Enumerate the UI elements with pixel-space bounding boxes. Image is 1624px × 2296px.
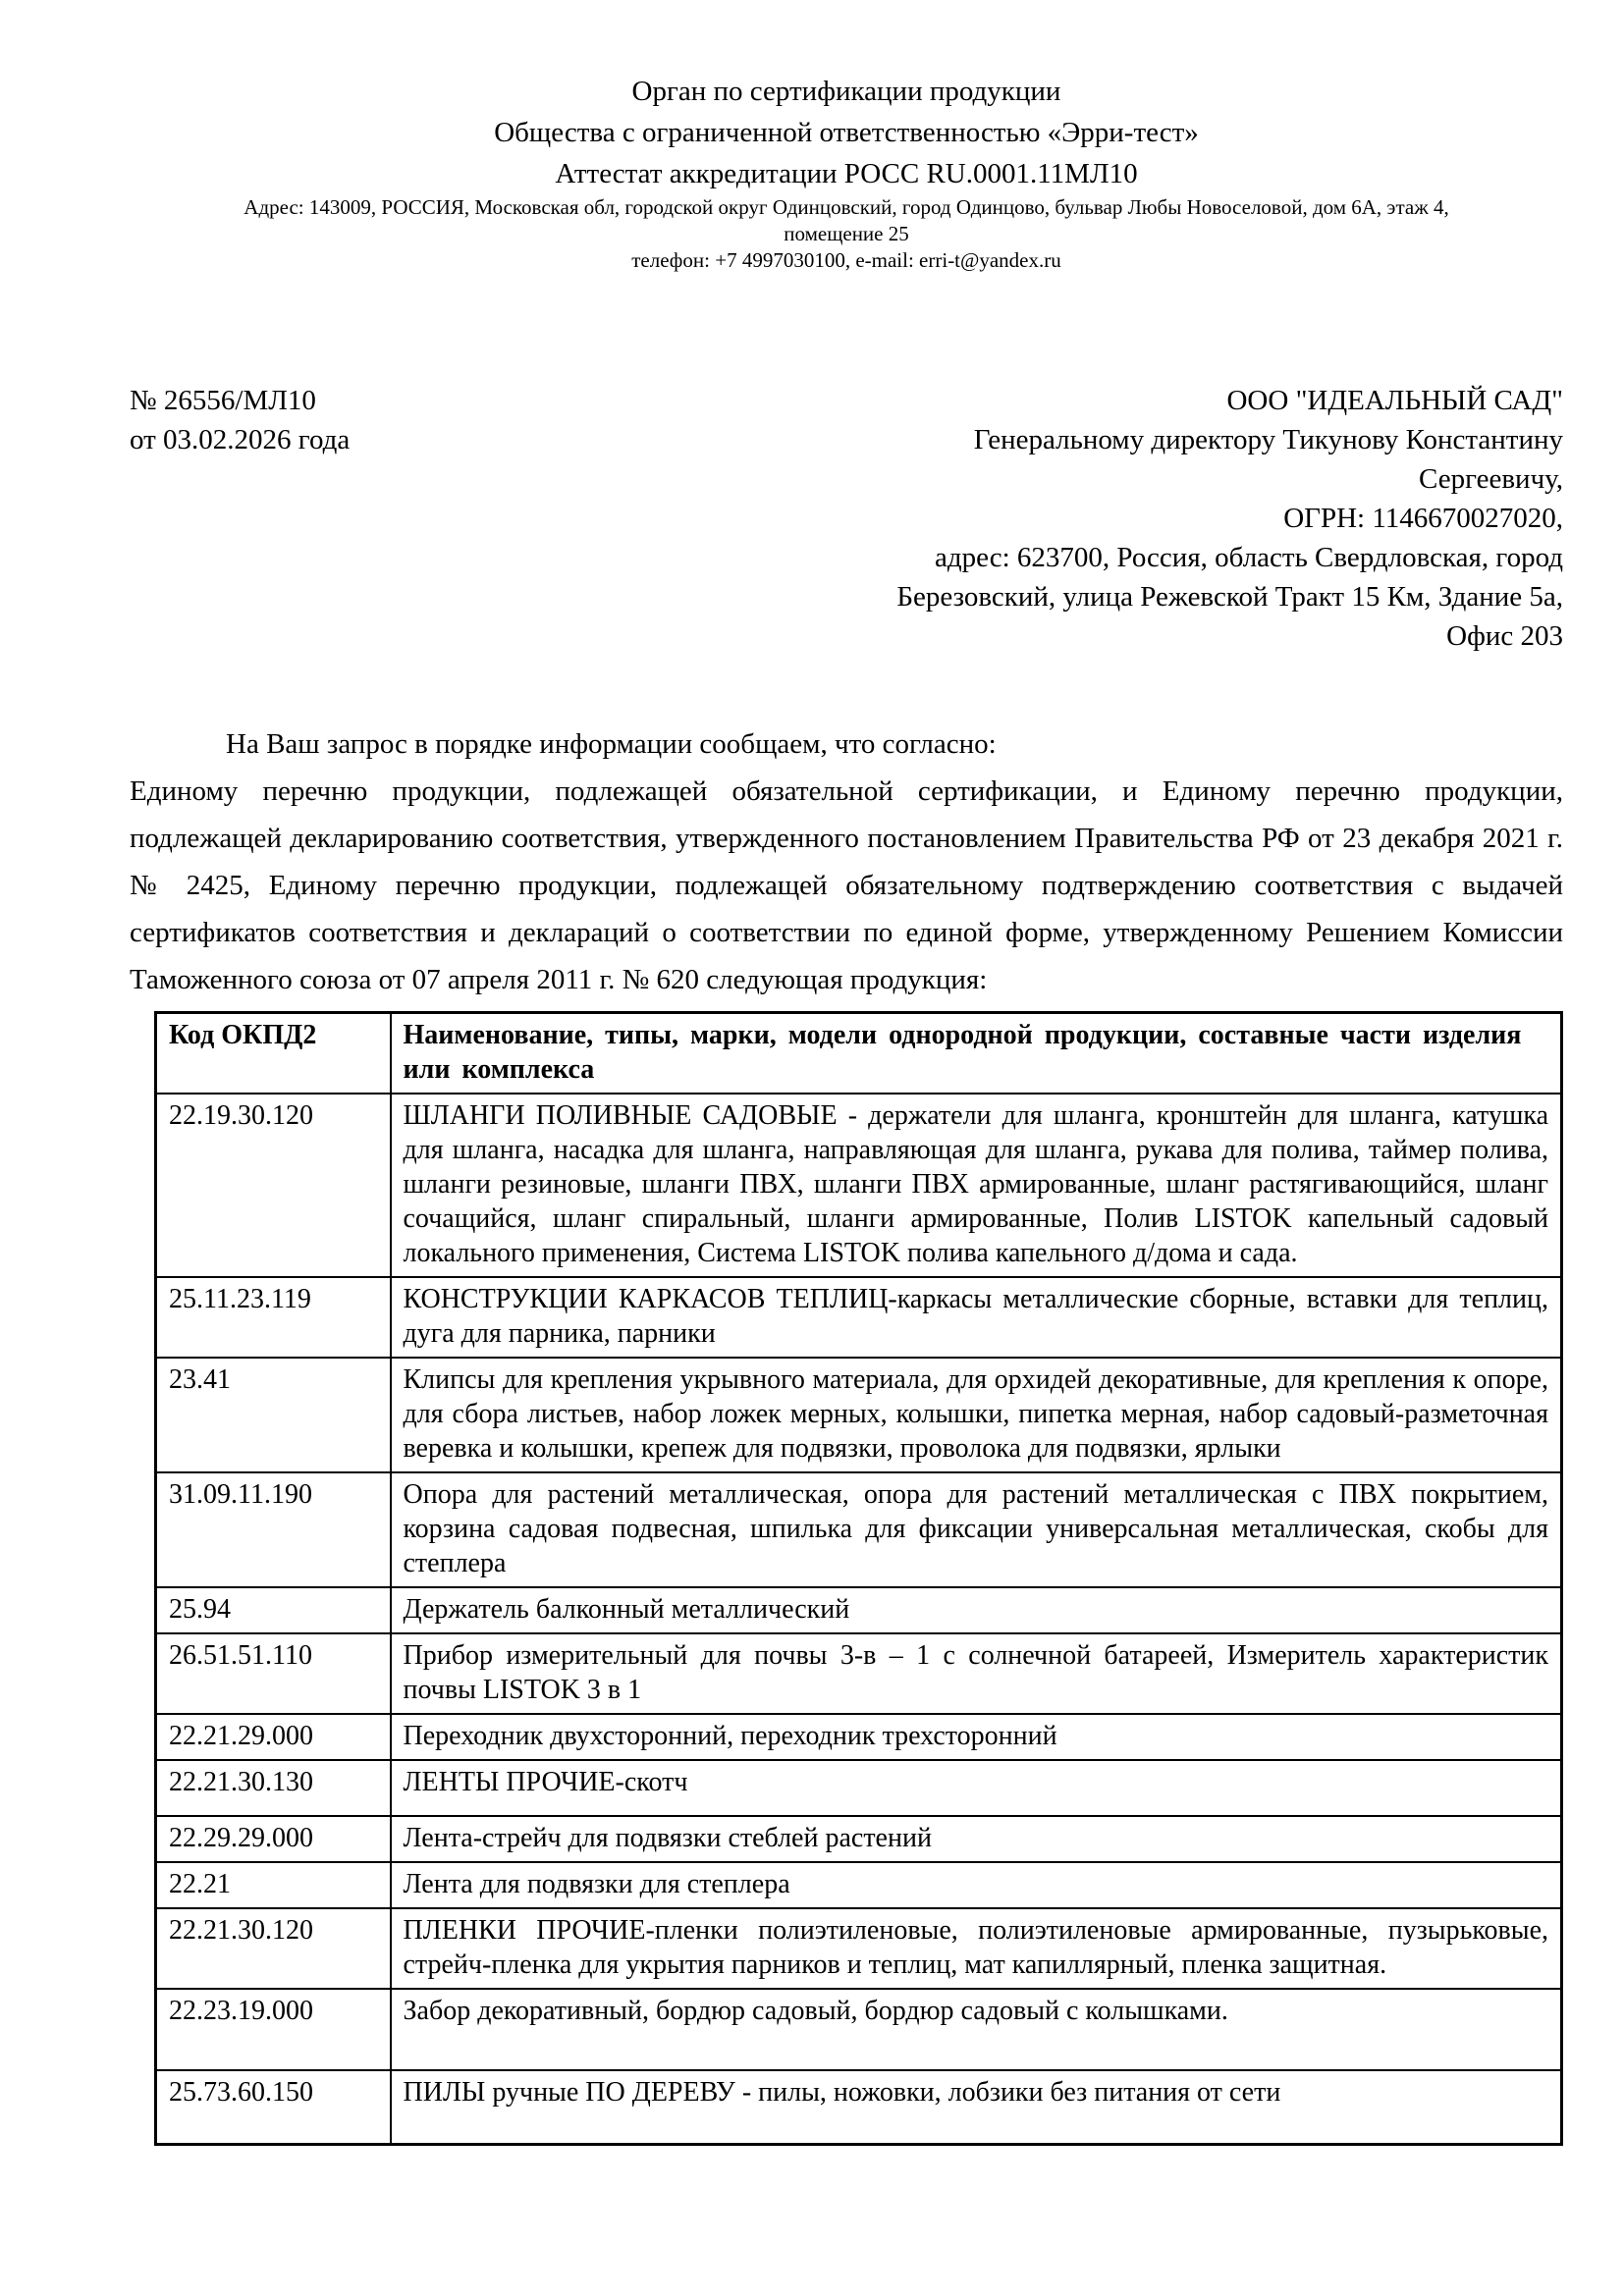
org-contact-line: телефон: +7 4997030100, e-mail: erri-t@yandex.ru xyxy=(631,248,1061,272)
product-description: Переходник двухсторонний, переходник трехсторонний xyxy=(391,1714,1562,1760)
table-row xyxy=(156,1472,1562,1587)
table-row xyxy=(156,1094,1562,1277)
product-description: ЛЕНТЫ ПРОЧИЕ-скотч xyxy=(391,1760,1562,1816)
okpd2-code: 26.51.51.110 xyxy=(156,1633,391,1714)
reference-addressee-row xyxy=(130,381,1563,656)
addressee-line: адрес: 623700, Россия, область Свердловская, город xyxy=(935,542,1563,573)
product-description: ПИЛЫ ручные ПО ДЕРЕВУ - пилы, ножовки, лобзики без питания от сети xyxy=(391,2070,1562,2145)
okpd2-code: 25.73.60.150 xyxy=(156,2070,391,2145)
addressee-line: Генеральному директору Тикунову Константину xyxy=(973,424,1563,455)
table-row xyxy=(156,1989,1562,2070)
product-description: ШЛАНГИ ПОЛИВНЫЕ САДОВЫЕ - держатели для шланга, кронштейн для шланга, катушка для шланга, насадка для шланга, направляющая для шланга, рукава для полива, таймер полива, шланги резиновые, шланги ПВХ, шланги ПВХ армированные, шланг растягивающийся, шланг сочащийся, шланг спиральный, шланги армированные, Полив LISTOK капельный садовый локального применения, Система LISTOK полива капельного д/дома и сада. xyxy=(391,1094,1562,1277)
product-description: КОНСТРУКЦИИ КАРКАСОВ ТЕПЛИЦ-каркасы металлические сборные, вставки для теплиц, дуга для парника, парники xyxy=(391,1277,1562,1358)
okpd2-code: 22.23.19.000 xyxy=(156,1989,391,2070)
letter-body xyxy=(130,721,1563,1003)
addressee-line: Березовский, улица Режевской Тракт 15 Км, Здание 5а, xyxy=(896,581,1563,613)
addressee-line: Офис 203 xyxy=(1446,620,1563,652)
product-description: Опора для растений металлическая, опора для растений металлическая с ПВХ покрытием, корзина садовая подвесная, шпилька для фиксации универсальная металлическая, скобы для степлера xyxy=(391,1472,1562,1587)
letter-date: от 03.02.2026 года xyxy=(130,424,351,455)
table-row xyxy=(156,1908,1562,1989)
org-name-line1: Орган по сертификации продукции xyxy=(631,76,1061,107)
okpd2-code: 22.19.30.120 xyxy=(156,1094,391,1277)
okpd2-code: 22.21.29.000 xyxy=(156,1714,391,1760)
table-row xyxy=(156,1714,1562,1760)
table-row xyxy=(156,1633,1562,1714)
okpd2-code: 22.29.29.000 xyxy=(156,1816,391,1862)
addressee-line: ООО "ИДЕАЛЬНЫЙ САД" xyxy=(1226,385,1563,416)
okpd2-code: 25.94 xyxy=(156,1587,391,1633)
addressee-line: ОГРН: 1146670027020, xyxy=(1283,503,1563,534)
table-header-row xyxy=(156,1013,1562,1095)
product-description: Клипсы для крепления укрывного материала, для орхидей декоративные, для крепления к опоре, для сбора листьев, набор ложек мерных, колышки, пипетка мерная, набор садовый-разметочная веревка и колышки, крепеж для подвязки, проволока для подвязки, ярлыки xyxy=(391,1358,1562,1472)
reference-block xyxy=(130,381,350,459)
okpd2-code: 22.21.30.120 xyxy=(156,1908,391,1989)
table-row xyxy=(156,1277,1562,1358)
column-header-okpd2: Код ОКПД2 xyxy=(156,1013,391,1095)
letterhead xyxy=(130,71,1563,274)
main-paragraph: Единому перечню продукции, подлежащей обязательной сертификации, и Единому перечню продукции, подлежащей декларированию соответствия, утвержденного постановлением Правительства РФ от 23 декабря 2021 г. № 2425, Единому перечню продукции, подлежащей обязательному подтверждению соответствия с выдачей сертификатов соответствия и деклараций о соответствии по единой форме, утвержденному Решением Комиссии Таможенного союза от 07 апреля 2011 г. № 620 следующая продукция: xyxy=(130,775,1563,995)
okpd2-code: 22.21 xyxy=(156,1862,391,1908)
table-row xyxy=(156,1358,1562,1472)
intro-paragraph: На Ваш запрос в порядке информации сообщаем, что согласно: xyxy=(226,728,997,760)
org-name-line2: Общества с ограниченной ответственностью «Эрри-тест» xyxy=(494,117,1199,148)
accreditation-line: Аттестат аккредитации РОСС RU.0001.11МЛ10 xyxy=(555,158,1138,189)
product-description: Прибор измерительный для почвы 3-в – 1 с солнечной батареей, Измеритель характеристик почвы LISTOK 3 в 1 xyxy=(391,1633,1562,1714)
product-description: ПЛЕНКИ ПРОЧИЕ-пленки полиэтиленовые, полиэтиленовые армированные, пузырьковые, стрейч-пленка для укрытия парников и теплиц, мат капиллярный, пленка защитная. xyxy=(391,1908,1562,1989)
table-row xyxy=(156,1760,1562,1816)
product-description: Лента-стрейч для подвязки стеблей растений xyxy=(391,1816,1562,1862)
product-description: Забор декоративный, бордюр садовый, бордюр садовый с колышками. xyxy=(391,1989,1562,2070)
addressee-block xyxy=(350,381,1563,656)
okpd2-code: 22.21.30.130 xyxy=(156,1760,391,1816)
product-description: Держатель балконный металлический xyxy=(391,1587,1562,1633)
letter-number: № 26556/МЛ10 xyxy=(130,385,316,416)
table-row xyxy=(156,1816,1562,1862)
products-table xyxy=(154,1011,1563,2146)
table-row xyxy=(156,1862,1562,1908)
product-description: Лента для подвязки для степлера xyxy=(391,1862,1562,1908)
okpd2-code: 31.09.11.190 xyxy=(156,1472,391,1587)
okpd2-code: 25.11.23.119 xyxy=(156,1277,391,1358)
org-address-line2: помещение 25 xyxy=(784,222,909,245)
org-address-line1: Адрес: 143009, РОССИЯ, Московская обл, городской округ Одинцовский, город Одинцово, бульвар Любы Новоселовой, дом 6А, этаж 4, xyxy=(244,195,1449,219)
okpd2-code: 23.41 xyxy=(156,1358,391,1472)
table-row xyxy=(156,2070,1562,2145)
addressee-line: Сергеевичу, xyxy=(1419,463,1563,495)
table-row xyxy=(156,1587,1562,1633)
column-header-description: Наименование, типы, марки, модели однородной продукции, составные части изделия или комплекса xyxy=(391,1013,1562,1095)
